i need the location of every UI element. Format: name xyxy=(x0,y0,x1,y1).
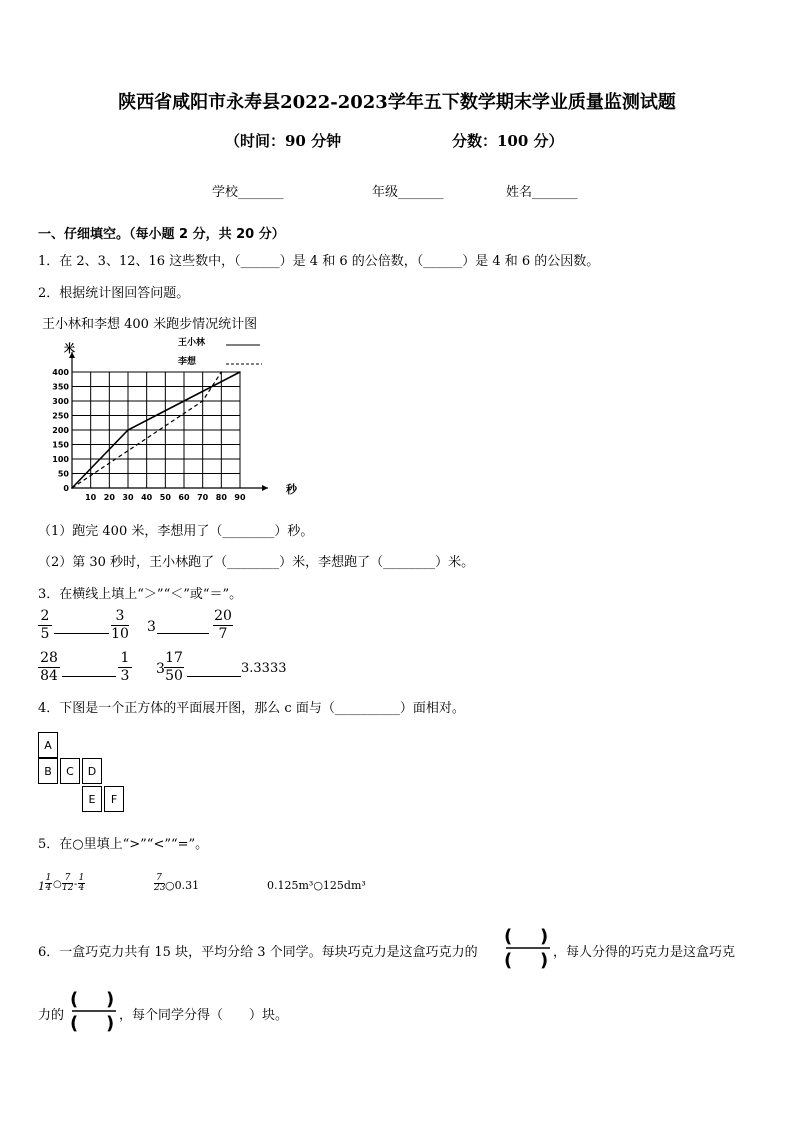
small-fraction: 1 4 xyxy=(45,873,52,893)
question-6-part2: ，每人分得的巧克力是这盒巧克 xyxy=(553,945,736,960)
fraction: 17 50 xyxy=(165,650,183,684)
y-tick-label: 400 xyxy=(52,368,69,377)
fraction-blank[interactable] xyxy=(68,989,115,1034)
decimal-value: 3.3333 xyxy=(241,661,287,676)
x-tick-label: 70 xyxy=(197,493,209,502)
question-5: 5．在○里填上“>”“<”“=”。 xyxy=(38,837,209,852)
small-fraction: 1 4 xyxy=(78,873,85,893)
whole-number: 3 xyxy=(147,619,156,635)
question-2: 2．根据统计图回答问题。 xyxy=(38,286,190,301)
x-tick-label: 80 xyxy=(215,493,227,502)
y-tick-label: 150 xyxy=(52,440,69,450)
question-2-2: （2）第 30 秒时，王小林跑了（________）米，李想跑了（________）米。 xyxy=(38,555,475,570)
fraction: 1 3 xyxy=(118,650,132,685)
legend-label-li: 李想 xyxy=(178,357,197,367)
y-axis-label: 米 xyxy=(64,342,75,355)
fraction-blank[interactable] xyxy=(502,926,549,971)
svg-text:): ) xyxy=(106,989,115,1010)
q5-item-2: ○0.31 xyxy=(165,879,200,892)
y-tick-label: 100 xyxy=(52,455,69,464)
net-cell-b: B xyxy=(38,758,58,784)
net-cell-f: F xyxy=(104,786,124,812)
question-6-part1: 6．一盒巧克力共有 15 块，平均分给 3 个同学。每块巧克力是这盒巧克力的 xyxy=(38,945,478,960)
answer-blank[interactable] xyxy=(62,676,116,677)
x-tick-label: 30 xyxy=(122,493,134,502)
section-heading: 一、仔细填空。（每小题 2 分，共 20 分） xyxy=(38,227,285,242)
x-tick-label: 40 xyxy=(141,493,153,502)
question-6-part3: 力的 xyxy=(38,1008,65,1023)
chart-ticks xyxy=(52,368,246,502)
data-point xyxy=(71,487,73,489)
question-3: 3．在横线上填上“＞”“＜”或“＝”。 xyxy=(38,587,243,602)
x-axis-arrow xyxy=(262,485,268,491)
small-fraction: 7 23 xyxy=(154,873,166,893)
data-point xyxy=(221,371,223,373)
question-6-part4: ，每个同学分得（ ）块。 xyxy=(119,1008,289,1023)
x-tick-label: 20 xyxy=(103,493,115,502)
school-field: 学校_______ xyxy=(212,185,284,200)
fraction: 28 84 xyxy=(38,650,60,685)
y-tick-label: 200 xyxy=(52,426,69,435)
data-point xyxy=(183,400,185,402)
answer-blank[interactable] xyxy=(187,676,241,677)
question-4: 4．下图是一个正方体的平面展开图，那么 c 面与（__________）面相对。 xyxy=(38,701,465,716)
y-tick-label: 50 xyxy=(57,469,69,479)
time-label: （时间：90 分钟 xyxy=(225,132,342,150)
compare-circle[interactable]: ○ xyxy=(53,879,62,890)
data-point xyxy=(202,400,204,402)
whole-number: 3 xyxy=(156,661,165,677)
q5-item-3: 0.125m³○125dm³ xyxy=(267,879,366,892)
y-tick-label: 0 xyxy=(63,484,69,493)
fraction: 3 10 xyxy=(111,608,129,642)
svg-text:): ) xyxy=(106,1013,115,1034)
net-cell-c: C xyxy=(60,758,80,784)
answer-blank[interactable] xyxy=(157,633,209,634)
question-2-1: （1）跑完 400 米，李想用了（________）秒。 xyxy=(38,524,314,539)
svg-text:): ) xyxy=(540,950,549,971)
fraction: 2 5 xyxy=(38,608,52,643)
answer-blank[interactable] xyxy=(54,633,109,634)
grade-field: 年级_______ xyxy=(372,185,444,200)
data-point xyxy=(127,429,129,431)
question-1: 1．在 2、3、12、16 这些数中，（______）是 4 和 6 的公倍数，（______）是 4 和 6 的公因数。 xyxy=(38,254,600,269)
svg-text:(: ( xyxy=(504,926,513,947)
y-tick-label: 250 xyxy=(52,411,69,421)
name-field: 姓名_______ xyxy=(506,185,578,200)
svg-text:(: ( xyxy=(70,989,79,1010)
x-tick-label: 60 xyxy=(178,493,190,502)
x-tick-label: 90 xyxy=(234,493,246,502)
svg-text:(: ( xyxy=(504,950,513,971)
score-label: 分数：100 分） xyxy=(452,132,564,150)
small-fraction: 7 12 xyxy=(62,873,74,893)
chart-title: 王小林和李想 400 米跑步情况统计图 xyxy=(42,317,258,332)
y-tick-label: 300 xyxy=(52,397,69,406)
x-tick-label: 10 xyxy=(85,493,97,502)
x-axis-label: 秒 xyxy=(286,483,297,496)
fraction: 20 7 xyxy=(214,608,232,642)
q5-whole: 1 xyxy=(38,880,45,893)
svg-text:(: ( xyxy=(70,1013,79,1034)
x-tick-label: 50 xyxy=(159,493,171,502)
net-cell-a: A xyxy=(38,732,58,758)
page-title: 陕西省咸阳市永寿县2022-2023学年五下数学期末学业质量监测试题 xyxy=(118,92,676,113)
legend-label-wang: 王小林 xyxy=(178,338,206,348)
y-tick-label: 350 xyxy=(52,382,69,392)
svg-text:): ) xyxy=(540,926,549,947)
data-point xyxy=(239,371,241,373)
net-cell-e: E xyxy=(82,786,102,812)
line-chart xyxy=(40,312,310,502)
minus-sign: - xyxy=(74,879,78,890)
net-cell-d: D xyxy=(82,758,102,784)
